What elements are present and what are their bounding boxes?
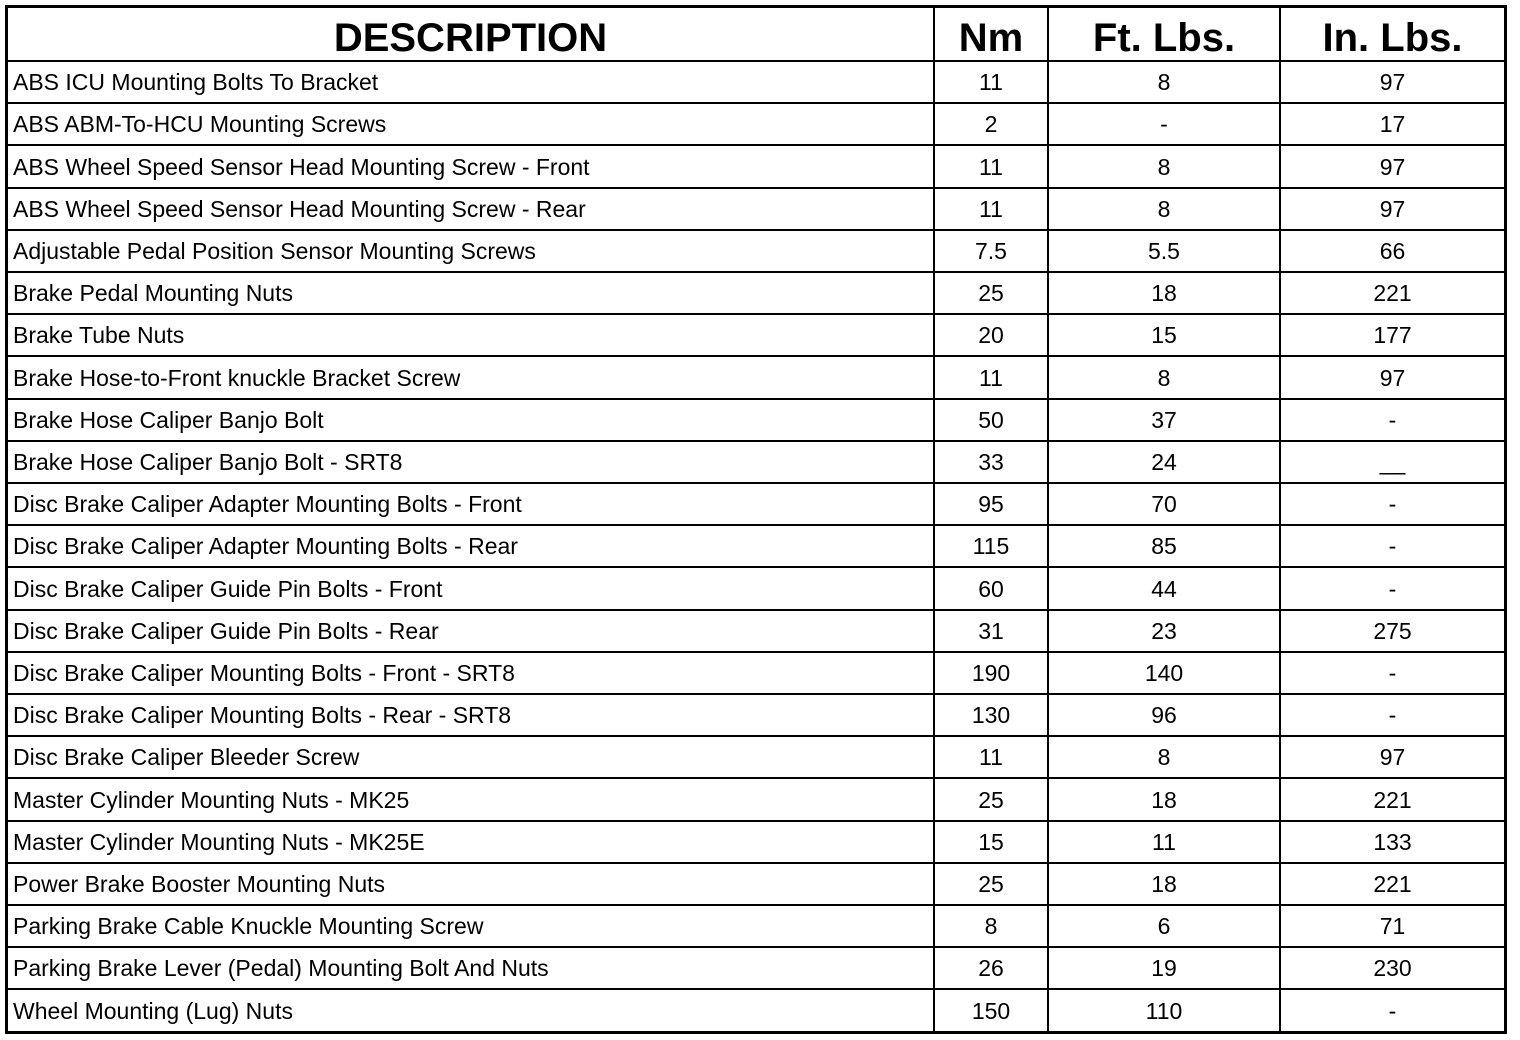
header-nm: Nm: [934, 8, 1048, 61]
cell-ft-lbs: 8: [1048, 356, 1280, 398]
cell-description: ABS Wheel Speed Sensor Head Mounting Screw - Rear: [8, 188, 934, 230]
cell-description: ABS ABM-To-HCU Mounting Screws: [8, 103, 934, 145]
cell-ft-lbs: 110: [1048, 989, 1280, 1031]
table-row: [8, 736, 1504, 778]
cell-nm: 95: [934, 483, 1048, 525]
cell-ft-lbs: 19: [1048, 947, 1280, 989]
table-row: [8, 778, 1504, 820]
header-ft-lbs: Ft. Lbs.: [1048, 8, 1280, 61]
cell-ft-lbs: 15: [1048, 314, 1280, 356]
cell-in-lbs: -: [1280, 989, 1504, 1031]
cell-description: Master Cylinder Mounting Nuts - MK25: [8, 778, 934, 820]
table-body: [8, 61, 1504, 1031]
cell-nm: 25: [934, 778, 1048, 820]
cell-in-lbs: 97: [1280, 356, 1504, 398]
cell-in-lbs: 133: [1280, 821, 1504, 863]
cell-in-lbs: -: [1280, 652, 1504, 694]
cell-description: Brake Hose Caliper Banjo Bolt: [8, 399, 934, 441]
torque-spec-table-frame: [5, 5, 1507, 1034]
cell-nm: 11: [934, 356, 1048, 398]
cell-in-lbs: -: [1280, 483, 1504, 525]
cell-ft-lbs: 18: [1048, 778, 1280, 820]
cell-nm: 7.5: [934, 230, 1048, 272]
table-row: [8, 652, 1504, 694]
table-row: [8, 356, 1504, 398]
cell-nm: 31: [934, 610, 1048, 652]
cell-in-lbs: -: [1280, 525, 1504, 567]
cell-in-lbs: 221: [1280, 272, 1504, 314]
table-row: [8, 145, 1504, 187]
table-row: [8, 947, 1504, 989]
cell-description: Brake Hose Caliper Banjo Bolt - SRT8: [8, 441, 934, 483]
table-row: [8, 188, 1504, 230]
cell-in-lbs: 97: [1280, 145, 1504, 187]
cell-ft-lbs: 44: [1048, 567, 1280, 609]
cell-description: Power Brake Booster Mounting Nuts: [8, 863, 934, 905]
cell-ft-lbs: 23: [1048, 610, 1280, 652]
cell-in-lbs: 221: [1280, 778, 1504, 820]
cell-nm: 190: [934, 652, 1048, 694]
cell-ft-lbs: 85: [1048, 525, 1280, 567]
cell-in-lbs: 97: [1280, 736, 1504, 778]
cell-description: Brake Pedal Mounting Nuts: [8, 272, 934, 314]
cell-in-lbs: -: [1280, 694, 1504, 736]
header-row: [8, 8, 1504, 61]
table-row: [8, 567, 1504, 609]
cell-in-lbs: 97: [1280, 61, 1504, 103]
cell-ft-lbs: 6: [1048, 905, 1280, 947]
cell-nm: 2: [934, 103, 1048, 145]
table-header: [8, 8, 1504, 61]
cell-nm: 11: [934, 61, 1048, 103]
cell-nm: 130: [934, 694, 1048, 736]
cell-description: Disc Brake Caliper Guide Pin Bolts - Rear: [8, 610, 934, 652]
header-in-lbs: In. Lbs.: [1280, 8, 1504, 61]
cell-description: Disc Brake Caliper Bleeder Screw: [8, 736, 934, 778]
table-row: [8, 61, 1504, 103]
cell-nm: 26: [934, 947, 1048, 989]
cell-description: Brake Hose-to-Front knuckle Bracket Screw: [8, 356, 934, 398]
cell-nm: 33: [934, 441, 1048, 483]
cell-nm: 25: [934, 272, 1048, 314]
cell-in-lbs: 17: [1280, 103, 1504, 145]
header-description: DESCRIPTION: [8, 8, 934, 61]
cell-in-lbs: -: [1280, 399, 1504, 441]
table-row: [8, 821, 1504, 863]
cell-nm: 150: [934, 989, 1048, 1031]
cell-nm: 11: [934, 188, 1048, 230]
cell-in-lbs: 275: [1280, 610, 1504, 652]
cell-description: Parking Brake Cable Knuckle Mounting Screw: [8, 905, 934, 947]
cell-description: Parking Brake Lever (Pedal) Mounting Bolt And Nuts: [8, 947, 934, 989]
cell-ft-lbs: 70: [1048, 483, 1280, 525]
cell-in-lbs: 71: [1280, 905, 1504, 947]
table-row: [8, 525, 1504, 567]
table-row: [8, 399, 1504, 441]
torque-spec-table: [8, 8, 1504, 1031]
table-row: [8, 441, 1504, 483]
cell-ft-lbs: 8: [1048, 145, 1280, 187]
cell-nm: 50: [934, 399, 1048, 441]
cell-nm: 15: [934, 821, 1048, 863]
cell-ft-lbs: 5.5: [1048, 230, 1280, 272]
cell-description: ABS Wheel Speed Sensor Head Mounting Screw - Front: [8, 145, 934, 187]
cell-description: Disc Brake Caliper Mounting Bolts - Rear - SRT8: [8, 694, 934, 736]
table-row: [8, 272, 1504, 314]
cell-nm: 60: [934, 567, 1048, 609]
cell-ft-lbs: 8: [1048, 736, 1280, 778]
table-row: [8, 694, 1504, 736]
cell-nm: 20: [934, 314, 1048, 356]
table-row: [8, 483, 1504, 525]
cell-in-lbs: 177: [1280, 314, 1504, 356]
cell-ft-lbs: 140: [1048, 652, 1280, 694]
table-row: [8, 230, 1504, 272]
cell-ft-lbs: 37: [1048, 399, 1280, 441]
table-row: [8, 989, 1504, 1031]
cell-nm: 115: [934, 525, 1048, 567]
cell-description: Wheel Mounting (Lug) Nuts: [8, 989, 934, 1031]
cell-in-lbs: 97: [1280, 188, 1504, 230]
cell-in-lbs: 230: [1280, 947, 1504, 989]
cell-ft-lbs: 18: [1048, 863, 1280, 905]
cell-ft-lbs: 24: [1048, 441, 1280, 483]
cell-in-lbs: -: [1280, 567, 1504, 609]
table-row: [8, 610, 1504, 652]
cell-nm: 8: [934, 905, 1048, 947]
cell-in-lbs: 66: [1280, 230, 1504, 272]
table-row: [8, 314, 1504, 356]
cell-description: Master Cylinder Mounting Nuts - MK25E: [8, 821, 934, 863]
cell-description: Disc Brake Caliper Adapter Mounting Bolts - Rear: [8, 525, 934, 567]
cell-description: Disc Brake Caliper Adapter Mounting Bolts - Front: [8, 483, 934, 525]
cell-description: Adjustable Pedal Position Sensor Mounting Screws: [8, 230, 934, 272]
cell-nm: 11: [934, 145, 1048, 187]
cell-ft-lbs: 96: [1048, 694, 1280, 736]
cell-in-lbs: __: [1280, 441, 1504, 483]
cell-ft-lbs: 18: [1048, 272, 1280, 314]
cell-nm: 25: [934, 863, 1048, 905]
cell-in-lbs: 221: [1280, 863, 1504, 905]
table-row: [8, 863, 1504, 905]
cell-description: Disc Brake Caliper Mounting Bolts - Front - SRT8: [8, 652, 934, 694]
cell-ft-lbs: -: [1048, 103, 1280, 145]
cell-nm: 11: [934, 736, 1048, 778]
cell-description: Brake Tube Nuts: [8, 314, 934, 356]
table-row: [8, 103, 1504, 145]
cell-ft-lbs: 11: [1048, 821, 1280, 863]
cell-ft-lbs: 8: [1048, 61, 1280, 103]
cell-description: Disc Brake Caliper Guide Pin Bolts - Front: [8, 567, 934, 609]
cell-ft-lbs: 8: [1048, 188, 1280, 230]
table-row: [8, 905, 1504, 947]
cell-description: ABS ICU Mounting Bolts To Bracket: [8, 61, 934, 103]
